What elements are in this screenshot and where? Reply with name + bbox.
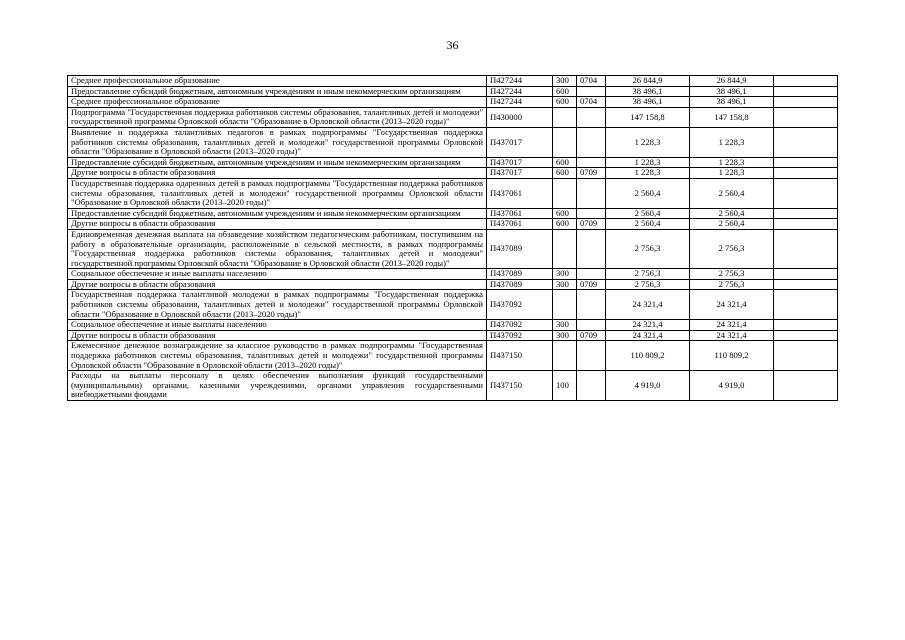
row-section-code: 0704 — [577, 76, 606, 87]
page-number: 36 — [446, 38, 459, 52]
row-target-code: П427244 — [487, 86, 553, 97]
row-section-code — [577, 86, 606, 97]
row-amount-2: 2 560,4 — [690, 178, 774, 208]
row-amount-2: 1 228,3 — [690, 168, 774, 179]
row-expense-type: 300 — [553, 269, 577, 280]
row-expense-type — [553, 127, 577, 157]
row-section-code — [577, 371, 606, 401]
row-amount-1: 38 496,1 — [606, 86, 690, 97]
row-section-code — [577, 229, 606, 268]
row-amount-1: 2 560,4 — [606, 219, 690, 230]
row-section-code: 0709 — [577, 168, 606, 179]
row-name: Предоставление субсидий бюджетным, автономным учреждениям и иным некоммерческим организациям — [68, 86, 487, 97]
row-section-code: 0709 — [577, 219, 606, 230]
row-name: Социальное обеспечение и иные выплаты населению — [68, 269, 487, 280]
row-name: Среднее профессиональное образование — [68, 97, 487, 108]
row-section-code — [577, 127, 606, 157]
row-name: Государственная поддержка талантливой молодежи в рамках подпрограммы "Государственная поддержка работников системы образования, талантливых детей и молодежи" государственной программы Орловской области "Образование в Орловской области (2013–2020 годы)" — [68, 290, 487, 320]
row-name: Другие вопросы в области образования — [68, 168, 487, 179]
row-amount-2: 24 321,4 — [690, 290, 774, 320]
row-target-code: П437150 — [487, 371, 553, 401]
row-name: Другие вопросы в области образования — [68, 330, 487, 341]
row-target-code: П437092 — [487, 330, 553, 341]
table-row — [68, 178, 838, 208]
row-empty-cell — [774, 127, 838, 157]
row-empty-cell — [774, 330, 838, 341]
table-row — [68, 168, 838, 179]
row-amount-2: 110 809,2 — [690, 341, 774, 371]
row-target-code: П427244 — [487, 76, 553, 87]
row-section-code: 0704 — [577, 97, 606, 108]
row-target-code: П437092 — [487, 320, 553, 331]
row-section-code — [577, 107, 606, 127]
row-expense-type: 300 — [553, 76, 577, 87]
row-empty-cell — [774, 229, 838, 268]
row-expense-type: 600 — [553, 157, 577, 168]
row-empty-cell — [774, 371, 838, 401]
row-section-code — [577, 178, 606, 208]
row-target-code: П437061 — [487, 219, 553, 230]
table-row — [68, 127, 838, 157]
row-expense-type: 600 — [553, 219, 577, 230]
row-amount-1: 2 756,3 — [606, 229, 690, 268]
row-name: Расходы на выплаты персоналу в целях обеспечения выполнения функций государственными (муниципальными) органами, казенными учреждениями, органами управления государственными внебюджетными фондами — [68, 371, 487, 401]
row-amount-1: 1 228,3 — [606, 157, 690, 168]
row-amount-1: 147 158,8 — [606, 107, 690, 127]
row-empty-cell — [774, 97, 838, 108]
row-target-code: П437089 — [487, 269, 553, 280]
row-empty-cell — [774, 76, 838, 87]
table-row — [68, 341, 838, 371]
row-expense-type — [553, 229, 577, 268]
budget-table — [67, 75, 838, 401]
row-empty-cell — [774, 178, 838, 208]
row-target-code: П437017 — [487, 168, 553, 179]
row-empty-cell — [774, 107, 838, 127]
row-name: Подпрограмма "Государственная поддержка работников системы образования, талантливых детей и молодежи" государственной программы Орловской области "Образование в Орловской области (2013–2020 годы)" — [68, 107, 487, 127]
row-name: Среднее профессиональное образование — [68, 76, 487, 87]
row-expense-type — [553, 178, 577, 208]
row-section-code — [577, 341, 606, 371]
row-target-code: П437089 — [487, 229, 553, 268]
row-section-code: 0709 — [577, 330, 606, 341]
row-empty-cell — [774, 86, 838, 97]
row-empty-cell — [774, 320, 838, 331]
table-row — [68, 371, 838, 401]
row-amount-2: 38 496,1 — [690, 97, 774, 108]
row-name: Выявление и поддержка талантливых педагогов в рамках подпрограммы "Государственная поддержка работников системы образования, талантливых детей и молодежи" государственной программы Орловской области "Образование в Орловской области (2013–2020 годы)" — [68, 127, 487, 157]
row-empty-cell — [774, 157, 838, 168]
row-expense-type: 300 — [553, 279, 577, 290]
row-amount-2: 2 756,3 — [690, 229, 774, 268]
table-row — [68, 107, 838, 127]
row-amount-2: 2 560,4 — [690, 208, 774, 219]
row-section-code — [577, 269, 606, 280]
row-empty-cell — [774, 269, 838, 280]
row-name: Другие вопросы в области образования — [68, 279, 487, 290]
table-row — [68, 290, 838, 320]
row-section-code — [577, 290, 606, 320]
row-name: Государственная поддержка одаренных детей в рамках подпрограммы "Государственная поддержка работников системы образования, талантливых детей и молодежи" государственной программы Орловской области "Образование в Орловской области (2013–2020 годы)" — [68, 178, 487, 208]
row-amount-2: 1 228,3 — [690, 157, 774, 168]
row-amount-2: 2 756,3 — [690, 269, 774, 280]
table-row — [68, 86, 838, 97]
table-row — [68, 157, 838, 168]
row-empty-cell — [774, 279, 838, 290]
row-section-code — [577, 208, 606, 219]
row-target-code: П437061 — [487, 208, 553, 219]
row-target-code: П437092 — [487, 290, 553, 320]
row-amount-2: 1 228,3 — [690, 127, 774, 157]
row-amount-1: 26 844,9 — [606, 76, 690, 87]
row-expense-type: 100 — [553, 371, 577, 401]
row-name: Ежемесячное денежное вознаграждение за классное руководство в рамках подпрограммы "Государственная поддержка работников системы образования, талантливых детей и молодежи" государственной программы Орловской области "Образование в Орловской области (2013–2020 годы)" — [68, 341, 487, 371]
row-name: Предоставление субсидий бюджетным, автономным учреждениям и иным некоммерческим организациям — [68, 208, 487, 219]
row-expense-type: 600 — [553, 168, 577, 179]
table-body — [68, 76, 838, 401]
row-amount-1: 38 496,1 — [606, 97, 690, 108]
row-amount-1: 24 321,4 — [606, 290, 690, 320]
row-expense-type: 600 — [553, 97, 577, 108]
row-empty-cell — [774, 219, 838, 230]
row-target-code: П437017 — [487, 127, 553, 157]
table-row — [68, 320, 838, 331]
row-target-code: П437017 — [487, 157, 553, 168]
row-amount-2: 24 321,4 — [690, 330, 774, 341]
table-row — [68, 279, 838, 290]
table-row — [68, 330, 838, 341]
row-amount-2: 4 919,0 — [690, 371, 774, 401]
row-empty-cell — [774, 290, 838, 320]
table-row — [68, 208, 838, 219]
table-row — [68, 97, 838, 108]
row-section-code: 0709 — [577, 279, 606, 290]
table-row — [68, 229, 838, 268]
row-name: Социальное обеспечение и иные выплаты населению — [68, 320, 487, 331]
row-amount-1: 2 756,3 — [606, 269, 690, 280]
row-amount-1: 110 809,2 — [606, 341, 690, 371]
row-name: Предоставление субсидий бюджетным, автономным учреждениям и иным некоммерческим организациям — [68, 157, 487, 168]
row-empty-cell — [774, 341, 838, 371]
row-amount-2: 26 844,9 — [690, 76, 774, 87]
row-amount-1: 1 228,3 — [606, 127, 690, 157]
row-expense-type: 300 — [553, 320, 577, 331]
row-target-code: П437089 — [487, 279, 553, 290]
row-amount-1: 4 919,0 — [606, 371, 690, 401]
row-amount-1: 24 321,4 — [606, 330, 690, 341]
row-amount-1: 1 228,3 — [606, 168, 690, 179]
row-section-code — [577, 320, 606, 331]
row-amount-2: 2 560,4 — [690, 219, 774, 230]
table-row — [68, 269, 838, 280]
row-expense-type — [553, 341, 577, 371]
row-empty-cell — [774, 168, 838, 179]
row-target-code: П437150 — [487, 341, 553, 371]
row-target-code: П437061 — [487, 178, 553, 208]
row-expense-type: 600 — [553, 208, 577, 219]
row-empty-cell — [774, 208, 838, 219]
table-row — [68, 219, 838, 230]
row-amount-1: 2 560,4 — [606, 208, 690, 219]
row-amount-2: 38 496,1 — [690, 86, 774, 97]
row-amount-2: 147 158,8 — [690, 107, 774, 127]
table-row — [68, 76, 838, 87]
row-expense-type — [553, 107, 577, 127]
row-expense-type: 300 — [553, 330, 577, 341]
row-amount-2: 2 756,3 — [690, 279, 774, 290]
row-target-code: П427244 — [487, 97, 553, 108]
row-section-code — [577, 157, 606, 168]
row-expense-type — [553, 290, 577, 320]
row-target-code: П430000 — [487, 107, 553, 127]
row-name: Единовременная денежная выплата на обзаведение хозяйством педагогическим работникам, поступившим на работу в образовательные организации, расположенные в сельской местности, в рамках подпрограммы "Государственная поддержка работников системы образования, талантливых детей и молодежи" государственной программы Орловской области "Образование в Орловской области (2013–2020 годы)" — [68, 229, 487, 268]
row-expense-type: 600 — [553, 86, 577, 97]
row-name: Другие вопросы в области образования — [68, 219, 487, 230]
row-amount-2: 24 321,4 — [690, 320, 774, 331]
row-amount-1: 24 321,4 — [606, 320, 690, 331]
row-amount-1: 2 560,4 — [606, 178, 690, 208]
row-amount-1: 2 756,3 — [606, 279, 690, 290]
